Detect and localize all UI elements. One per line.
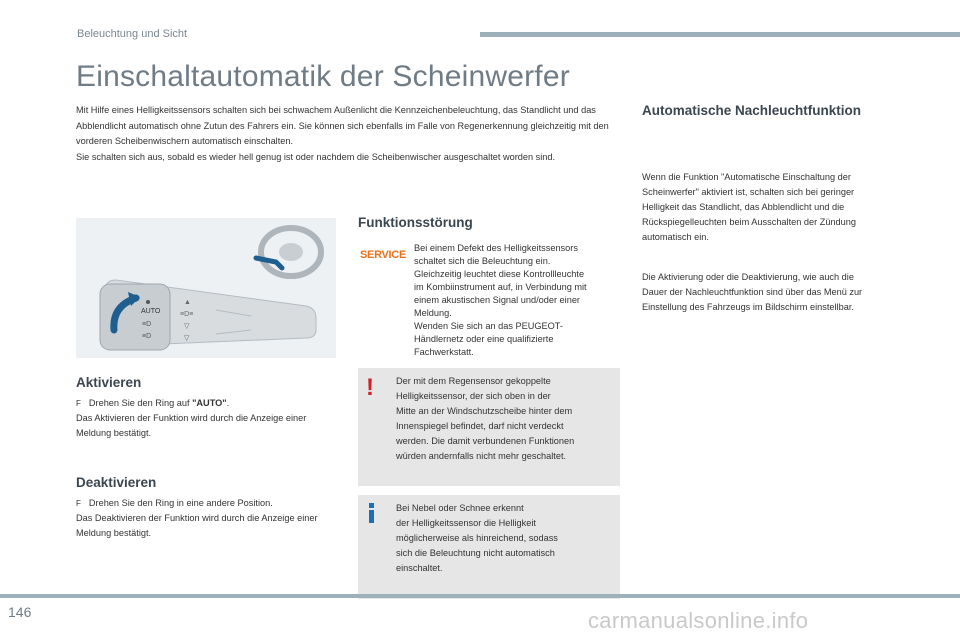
- nachleucht-paragraph-1: [642, 170, 922, 245]
- deaktivieren-step-text: Drehen Sie den Ring in eine andere Position.: [88, 498, 273, 508]
- text-line: Einstellung des Fahrzeugs im Bildschirm einstellbar.: [642, 302, 854, 312]
- text-line: einschaltet.: [396, 563, 443, 573]
- svg-text:≡D≡: ≡D≡: [180, 311, 194, 318]
- text-line: im Kombiinstrument auf, in Verbindung mit: [414, 282, 587, 292]
- svg-text:▲: ▲: [184, 299, 191, 306]
- text-line: Wenden Sie sich an das PEUGEOT-: [414, 321, 563, 331]
- svg-text:≡D: ≡D: [142, 333, 152, 340]
- text-line: würden andernfalls nicht mehr geschaltet.: [396, 451, 567, 461]
- deaktivieren-text: [76, 496, 336, 541]
- text-line: werden. Die damit verbundenen Funktionen: [396, 436, 575, 446]
- text-line: Innenspiegel befindet, darf nicht verdeckt: [396, 421, 564, 431]
- text-line: automatisch ein.: [642, 232, 709, 242]
- text-line: Bei einem Defekt des Helligkeitssensors: [414, 243, 578, 253]
- deaktivieren-heading: Deaktivieren: [76, 475, 157, 490]
- page-title: Einschaltautomatik der Scheinwerfer: [76, 60, 570, 93]
- text-line: Fachwerkstatt.: [414, 347, 474, 357]
- bullet-marker: F: [76, 399, 81, 408]
- aktivieren-note: Das Aktivieren der Funktion wird durch die Anzeige einer Meldung bestätigt.: [76, 413, 307, 438]
- intro-paragraph-2: Sie schalten sich aus, sobald es wieder hell genug ist oder nachdem die Scheibenwischer ausgeschaltet worden sind.: [76, 151, 556, 162]
- text-line: Bei Nebel oder Schnee erkennt: [396, 503, 524, 513]
- text-line: Wenn die Funktion "Automatische Einschaltung der: [642, 172, 851, 182]
- aktivieren-step-prefix: Drehen Sie den Ring auf: [88, 398, 193, 408]
- stalk-drawing: [76, 218, 336, 358]
- aktivieren-step-value: "AUTO": [192, 398, 227, 408]
- warning-text: [396, 374, 616, 464]
- text-line: Scheinwerfer" aktiviert ist, schalten sich bei geringer: [642, 187, 855, 197]
- bullet-marker: F: [76, 499, 81, 508]
- text-line: Gleichzeitig leuchtet diese Kontrollleuchte: [414, 269, 585, 279]
- text-line: Dauer der Nachleuchtfunktion sind über das Menü zur: [642, 287, 863, 297]
- text-line: der Helligkeitssensor die Helligkeit: [396, 518, 536, 528]
- deaktivieren-note: Das Deaktivieren der Funktion wird durch die Anzeige einer Meldung bestätigt.: [76, 513, 318, 538]
- exclamation-warning-icon: !: [366, 374, 374, 401]
- nachleucht-heading: Automatische Nachleuchtfunktion: [642, 103, 862, 118]
- text-line: Meldung.: [414, 308, 452, 318]
- auto-ring-label: AUTO: [141, 308, 161, 315]
- header-accent-bar: [480, 32, 960, 37]
- info-text: [396, 501, 616, 576]
- intro-paragraph-1: Mit Hilfe eines Helligkeitssensors schalten sich bei schwachem Außenlicht die Kennzeichenbeleuchtung, das Standlicht und das Abblendlicht automatisch ohne Zutun des Fahrers ein. Sie können sich ebenfalls im Falle von Regenerkennung gleichzeitig mit den vorderen Scheibenwischern automatisch einschalten.: [76, 105, 609, 146]
- aktivieren-step-suffix: .: [226, 398, 230, 408]
- text-line: Helligkeitssensor, der sich oben in der: [396, 391, 551, 401]
- info-icon: [368, 503, 376, 525]
- service-warning-icon: SERVICE: [360, 249, 406, 261]
- text-line: Der mit dem Regensensor gekoppelte: [396, 376, 551, 386]
- text-line: einem akustischen Signal und/oder einer: [414, 295, 580, 305]
- watermark: carmanualsonline.info: [588, 608, 809, 633]
- text-line: schaltet sich die Beleuchtung ein.: [414, 256, 551, 266]
- text-line: Die Aktivierung oder die Deaktivierung, wie auch die: [642, 272, 854, 282]
- aktivieren-step: [76, 396, 336, 411]
- text-line: Mitte an der Windschutzscheibe hinter dem: [396, 406, 573, 416]
- warning-box: [358, 368, 620, 486]
- deaktivieren-step: [76, 496, 336, 511]
- text-line: Händlernetz oder eine qualifizierte: [414, 334, 554, 344]
- text-line: Rückspiegelleuchten beim Ausschalten der Zündung: [642, 217, 856, 227]
- lighting-stalk-icon: [100, 280, 316, 350]
- text-line: möglicherweise als hinreichend, sodass: [396, 533, 558, 543]
- svg-text:▽: ▽: [184, 335, 190, 342]
- section-label: Beleuchtung und Sicht: [77, 28, 188, 40]
- aktivieren-heading: Aktivieren: [76, 375, 142, 390]
- info-box: [358, 495, 620, 599]
- funktionsstoerung-text: [414, 242, 624, 359]
- intro-text: [76, 103, 616, 165]
- light-switch-illustration: [76, 218, 336, 358]
- steering-wheel-icon: [256, 228, 321, 276]
- text-line: Helligkeit das Standlicht, das Abblendlicht und die: [642, 202, 845, 212]
- footer-accent-bar: [0, 594, 960, 598]
- nachleucht-paragraph-2: [642, 270, 922, 315]
- text-line: sich die Beleuchtung nicht automatisch: [396, 548, 555, 558]
- svg-text:≡D: ≡D: [142, 321, 152, 328]
- svg-text:▽: ▽: [184, 323, 190, 330]
- aktivieren-text: [76, 396, 336, 441]
- page-number: 146: [8, 604, 32, 620]
- funktionsstoerung-heading: Funktionsstörung: [358, 215, 473, 230]
